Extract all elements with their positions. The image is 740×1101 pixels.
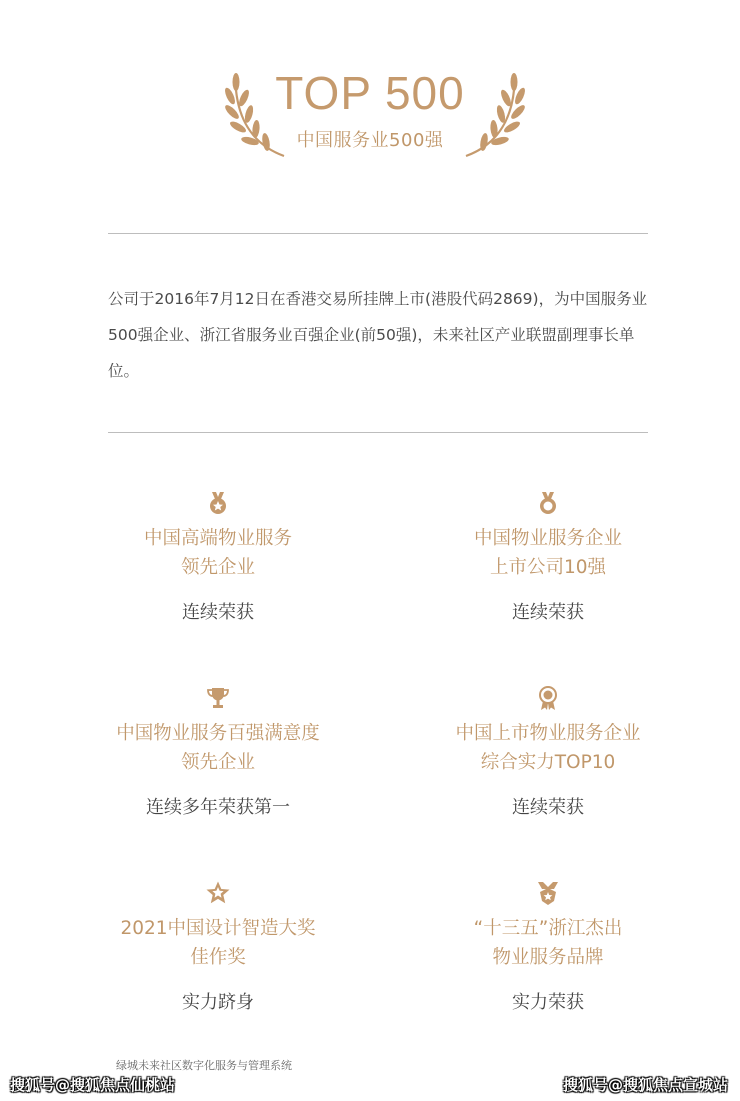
award-title: 中国高端物业服务 领先企业 xyxy=(143,528,292,578)
award-item xyxy=(418,490,678,624)
award-item xyxy=(418,880,678,1014)
hero-title: TOP 500 xyxy=(275,67,465,119)
medal-icon xyxy=(535,490,561,516)
watermark-left: 搜狐号@搜狐焦点仙桃站 xyxy=(10,1076,176,1094)
award-status: 连续荣获 xyxy=(512,602,584,623)
award-title: 中国物业服务百强满意度 领先企业 xyxy=(116,723,320,773)
medal-icon xyxy=(205,490,231,516)
award-title: “十三五”浙江杰出 物业服务品牌 xyxy=(473,918,623,968)
award-status: 实力荣获 xyxy=(512,992,584,1013)
rosette-icon xyxy=(535,685,561,711)
footer-caption: 绿城未来社区数字化服务与管理系统 xyxy=(116,1059,292,1072)
divider-bottom xyxy=(108,432,648,433)
top500-header xyxy=(0,60,740,170)
award-title: 中国物业服务企业 上市公司10强 xyxy=(473,528,622,578)
award-status: 实力跻身 xyxy=(182,992,254,1013)
award-item xyxy=(88,880,348,1014)
divider-top xyxy=(108,233,648,234)
shield-badge-icon xyxy=(535,880,561,906)
award-item xyxy=(418,685,678,819)
award-status: 连续荣获 xyxy=(512,797,584,818)
award-title: 2021中国设计智造大奖 佳作奖 xyxy=(120,918,316,968)
company-intro: 公司于2016年7月12日在香港交易所挂牌上市(港股代码2869)，为中国服务业500强企业、浙江省服务业百强企业(前50强)，未来社区产业联盟副理事长单位。 xyxy=(108,290,648,380)
award-status: 连续多年荣获第一 xyxy=(146,797,290,818)
trophy-icon xyxy=(205,685,231,711)
award-item xyxy=(88,685,348,819)
star-badge-icon xyxy=(205,880,231,906)
watermark-right: 搜狐号@搜狐焦点宣城站 xyxy=(562,1076,728,1094)
award-title: 中国上市物业服务企业 综合实力TOP10 xyxy=(455,723,641,773)
award-status: 连续荣获 xyxy=(182,602,254,623)
hero-subtitle: 中国服务业500强 xyxy=(296,130,444,151)
award-item xyxy=(88,490,348,624)
laurel-right-icon xyxy=(458,70,528,160)
